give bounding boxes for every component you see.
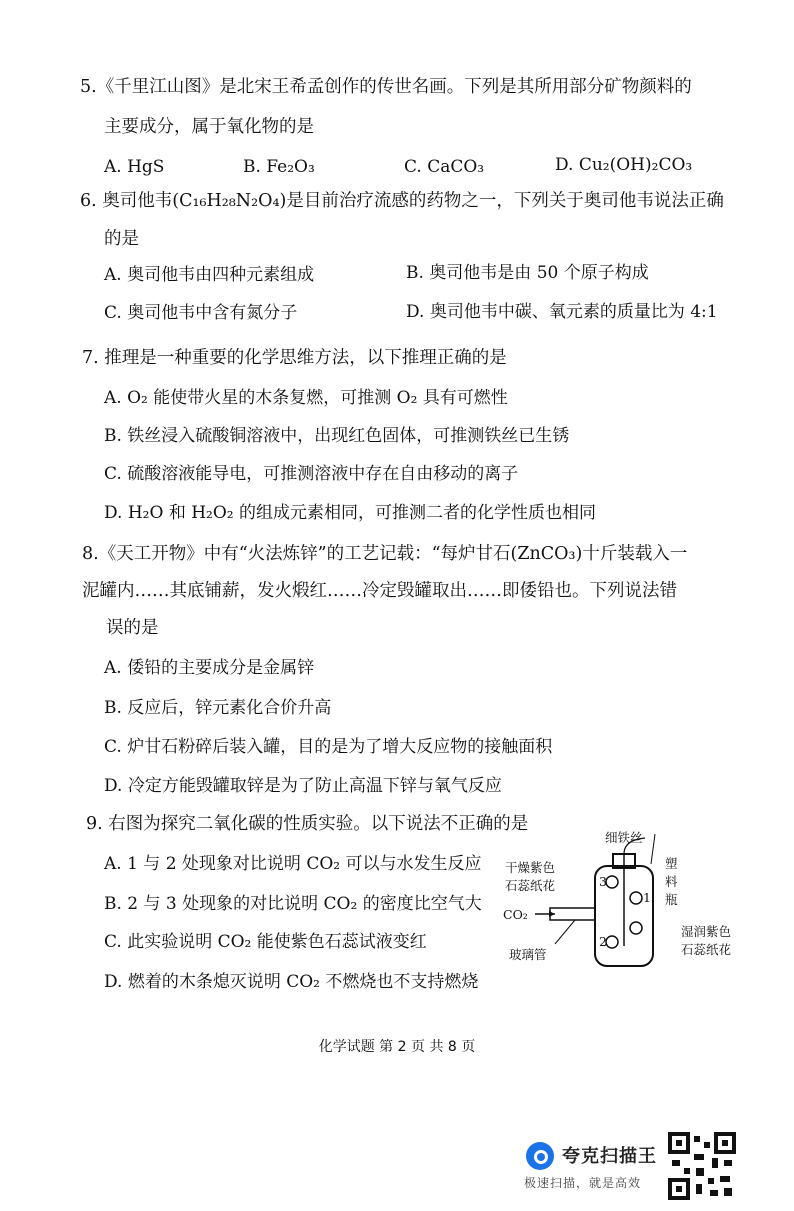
co2-experiment-diagram xyxy=(495,824,755,974)
q8-option-d: D. 冷定方能毁罐取锌是为了防止高温下锌与氧气反应 xyxy=(104,776,502,796)
q5-option-d: D. Cu₂(OH)₂CO₃ xyxy=(555,155,693,175)
q7-option-d: D. H₂O 和 H₂O₂ 的组成元素相同，可推测二者的化学性质也相同 xyxy=(104,503,597,523)
wet-flower-label-1: 湿润紫色 xyxy=(681,924,732,939)
q9-option-c: C. 此实验说明 CO₂ 能使紫色石蕊试液变红 xyxy=(104,932,427,952)
q8-option-c: C. 炉甘石粉碎后装入罐，目的是为了增大反应物的接触面积 xyxy=(104,737,553,757)
q8-stem-line1: 8.《天工开物》中有“火法炼锌”的工艺记载：“每炉甘石(ZnCO₃)十斤装载入一 xyxy=(82,544,688,564)
q6-option-a: A. 奥司他韦由四种元素组成 xyxy=(104,265,315,285)
co2-arrowhead-shape xyxy=(549,911,555,917)
q8-option-a: A. 倭铅的主要成分是金属锌 xyxy=(104,658,315,678)
q6-option-b: B. 奥司他韦是由 50 个原子构成 xyxy=(406,263,649,283)
q5-option-b: B. Fe₂O₃ xyxy=(243,157,315,177)
q5-stem-line1: 5.《千里江山图》是北宋王希孟创作的传世名画。下列是其所用部分矿物颜料的 xyxy=(80,77,692,97)
q9-option-b: B. 2 与 3 处现象的对比说明 CO₂ 的密度比空气大 xyxy=(104,894,482,914)
glass-tube-shape xyxy=(550,908,595,920)
q7-option-b: B. 铁丝浸入硫酸铜溶液中，出现红色固体，可推测铁丝已生锈 xyxy=(104,426,570,446)
tube-leader-line xyxy=(555,920,575,944)
q6-stem-line1: 6. 奥司他韦(C₁₆H₂₈N₂O₄)是目前治疗流感的药物之一，下列关于奥司他韦说法正确 xyxy=(80,191,724,211)
flower-number-2: 2 xyxy=(599,934,607,949)
dry-flower-label-2: 石蕊纸花 xyxy=(505,878,556,893)
flower-3-shape xyxy=(606,876,618,888)
bottle-label-2: 料 xyxy=(665,874,678,889)
flower-4-shape xyxy=(630,922,642,934)
q9-option-a: A. 1 与 2 处现象对比说明 CO₂ 可以与水发生反应 xyxy=(104,854,482,874)
dry-flower-label-1: 干燥紫色 xyxy=(505,860,556,875)
q5-option-c: C. CaCO₃ xyxy=(404,157,485,177)
flower-2-shape xyxy=(606,936,618,948)
q6-stem-line2: 的是 xyxy=(104,229,139,249)
flower-number-1: 1 xyxy=(643,890,651,905)
q7-option-c: C. 硫酸溶液能导电，可推测溶液中存在自由移动的离子 xyxy=(104,464,519,484)
q7-stem: 7. 推理是一种重要的化学思维方法，以下推理正确的是 xyxy=(82,348,507,368)
wire-label: 细铁丝 xyxy=(605,830,643,845)
scanner-watermark xyxy=(524,1136,784,1200)
q8-stem-line3: 误的是 xyxy=(106,618,159,638)
q5-option-a: A. HgS xyxy=(104,157,165,177)
q6-option-d: D. 奥司他韦中碳、氧元素的质量比为 4:1 xyxy=(406,302,718,322)
co2-label: CO₂ xyxy=(503,907,528,922)
q9-stem: 9. 右图为探究二氧化碳的性质实验。以下说法不正确的是 xyxy=(86,814,529,834)
wet-flower-label-2: 石蕊纸花 xyxy=(681,942,732,957)
q5-stem-line2: 主要成分，属于氧化物的是 xyxy=(104,117,314,137)
bottle-label-1: 塑 xyxy=(665,856,678,871)
quark-logo-icon xyxy=(526,1142,554,1170)
q7-option-a: A. O₂ 能使带火星的木条复燃，可推测 O₂ 具有可燃性 xyxy=(104,388,508,408)
watermark-slogan: 极速扫描，就是高效 xyxy=(524,1176,642,1190)
flower-number-3: 3 xyxy=(599,874,607,889)
bottle-label-3: 瓶 xyxy=(665,892,678,907)
q8-stem-line2: 泥罐内……其底铺薪，发火煅红……冷定毁罐取出……即倭铅也。下列说法错 xyxy=(82,581,677,601)
q8-option-b: B. 反应后，锌元素化合价升高 xyxy=(104,698,332,718)
bottle-leader-line xyxy=(651,834,655,864)
watermark-name: 夸克扫描王 xyxy=(562,1146,657,1167)
qr-code-icon xyxy=(668,1132,736,1200)
flower-1-shape xyxy=(630,892,642,904)
q6-option-c: C. 奥司他韦中含有氮分子 xyxy=(104,303,298,323)
page-footer: 化学试题 第 2 页 共 8 页 xyxy=(318,1039,476,1055)
glass-tube-label: 玻璃管 xyxy=(509,947,547,962)
q9-option-d: D. 燃着的木条熄灭说明 CO₂ 不燃烧也不支持燃烧 xyxy=(104,972,479,992)
